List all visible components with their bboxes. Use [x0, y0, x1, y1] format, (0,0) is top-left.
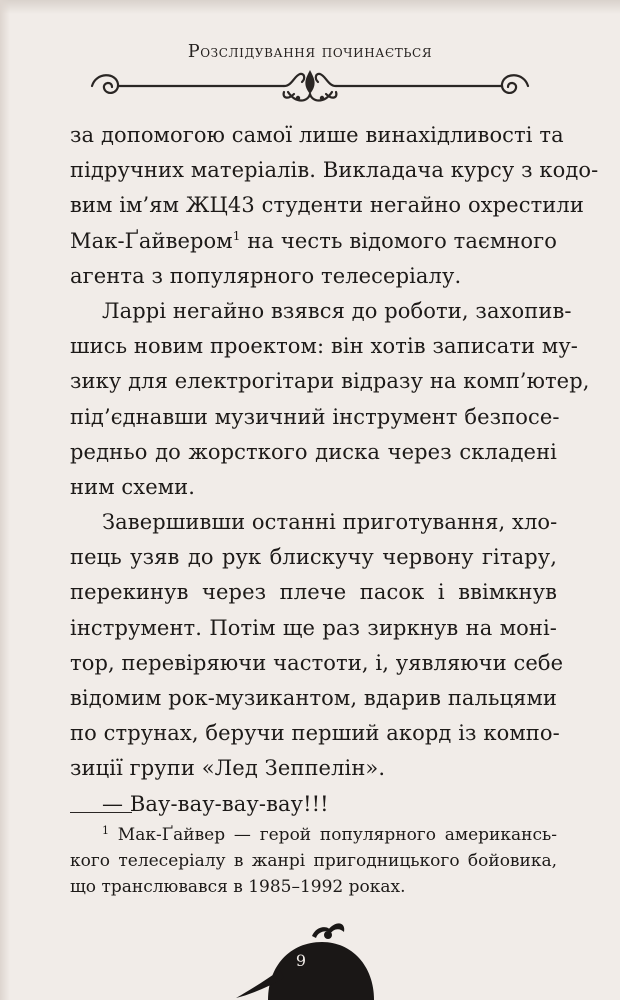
flourish-ornament-icon: [88, 64, 532, 108]
text-line: зику для електрогітари відразу на комп’ютер,: [70, 369, 590, 394]
text-fragment: Мак-Ґайвером: [70, 228, 233, 253]
text-line-indented: Завершивши останні приготування, хло-: [102, 510, 558, 535]
text-line: за допомогою самої лише винахідливості та: [70, 123, 564, 147]
running-head: Розслідування починається: [187, 42, 433, 62]
main-text: [70, 118, 599, 822]
text-line: шись новим проектом: він хотів записати му-: [70, 334, 578, 359]
dialogue-line: — Вау-вау-вау-вау!!!: [102, 791, 329, 816]
footnote-divider: [70, 812, 132, 813]
footnote-marker: 1: [102, 824, 109, 837]
text-line: редньо до жорсткого диска через складені: [70, 439, 557, 464]
text-line: тор, перевіряючи частоти, і, уявляючи себе: [70, 650, 564, 675]
footnote-text: Мак-Ґайвер — герой популярного американсь-: [109, 825, 557, 845]
footnote: [70, 822, 557, 900]
page-top-shadow: [0, 0, 620, 14]
text-line: агента з популярного телесеріалу.: [70, 263, 462, 288]
footnote-line: [70, 822, 557, 848]
text-line-with-note: [70, 224, 557, 259]
page-gutter-shadow: [0, 0, 10, 1000]
text-line: ним схеми.: [70, 474, 196, 499]
page-number: 9: [295, 951, 307, 970]
text-line: інструмент. Потім ще раз зиркнув на моні-: [70, 615, 557, 640]
text-line: вим ім’ям ЖЦ43 студенти негайно охрестили: [70, 193, 584, 218]
text-line: перекинув через плече пасок і ввімкнув: [70, 580, 557, 605]
text-line: підручних матеріалів. Викладача курсу з кодо-: [70, 158, 599, 183]
footnote-line: кого телесеріалу в жанрі пригодницького бойовика,: [70, 851, 557, 871]
text-line: по струнах, беручи перший акорд із компо-: [70, 721, 560, 746]
text-line-indented: Ларрі негайно взявся до роботи, захопив-: [102, 298, 572, 323]
text-line: відомим рок-музикантом, вдарив пальцями: [70, 686, 557, 710]
text-line: зиції групи «Лед Зеппелін».: [70, 756, 386, 781]
footnote-reference: 1: [232, 228, 241, 243]
text-fragment: на честь відомого таємного: [240, 228, 557, 253]
footnote-line: що транслювався в 1985–1992 роках.: [70, 877, 406, 897]
text-line: під’єднавши музичний інструмент безпосе-: [70, 404, 560, 429]
text-line: пець узяв до рук блискучу червону гітару,: [70, 545, 557, 570]
